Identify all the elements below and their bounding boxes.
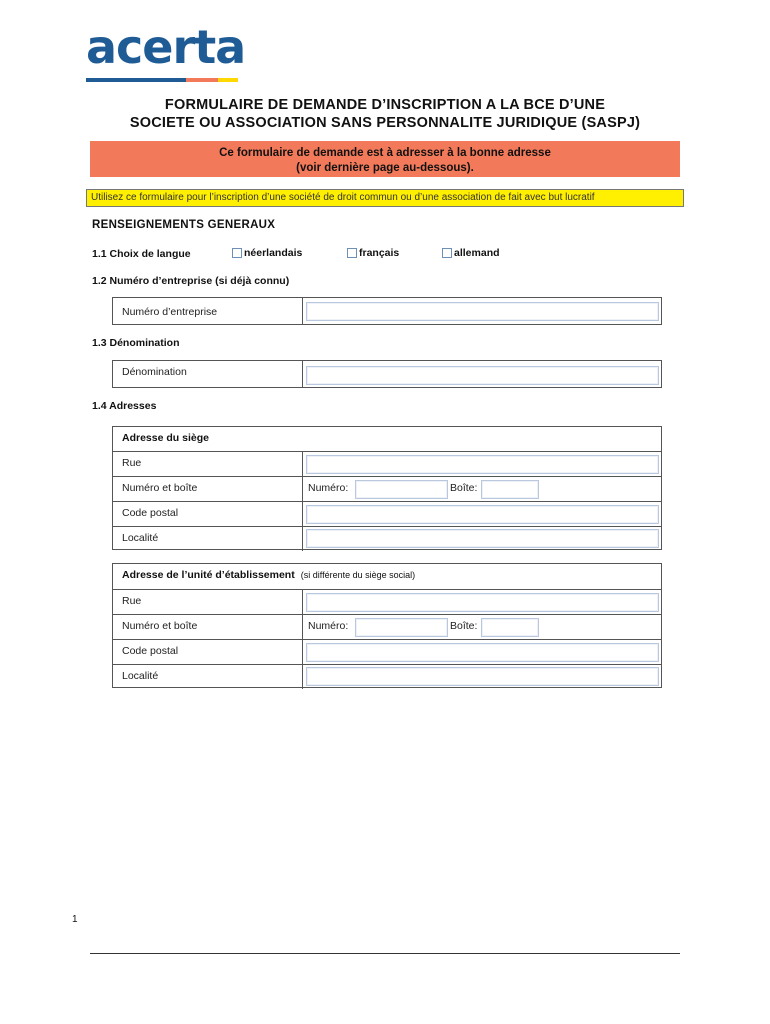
company-number-row — [112, 297, 662, 325]
page-number: 1 — [72, 914, 78, 925]
seat-address-table — [112, 426, 662, 550]
seat-number-label: Numéro: — [308, 482, 349, 494]
option-german-label: allemand — [454, 247, 500, 259]
establishment-postal-row — [113, 639, 661, 665]
establishment-number-box-label: Numéro et boîte — [122, 620, 198, 632]
form-title-line1: FORMULAIRE DE DEMANDE D’INSCRIPTION A LA BCE D’UNE — [164, 97, 606, 113]
company-number-label: 1.2 Numéro d’entreprise (si déjà connu) — [92, 275, 290, 287]
establishment-city-input[interactable] — [306, 667, 659, 686]
establishment-city-label: Localité — [122, 670, 159, 682]
form-title — [90, 96, 680, 132]
seat-postal-row — [113, 501, 661, 527]
establishment-title-text: Adresse de l’unité d’établissement — [122, 569, 295, 581]
establishment-street-label: Rue — [122, 595, 142, 607]
checkbox-french[interactable] — [347, 248, 357, 258]
divider — [302, 527, 303, 551]
notice-line1: Ce formulaire de demande est à adresser à la bonne adresse — [219, 147, 551, 159]
divider — [302, 615, 303, 640]
seat-city-row — [113, 526, 661, 551]
option-dutch-label: néerlandais — [244, 247, 303, 259]
establishment-city-row — [113, 664, 661, 689]
section-title: RENSEIGNEMENTS GENERAUX — [92, 219, 276, 231]
divider — [302, 452, 303, 477]
option-french[interactable] — [347, 247, 399, 259]
seat-postal-label: Code postal — [122, 507, 179, 519]
divider — [302, 502, 303, 527]
logo-bar-orange — [186, 78, 218, 82]
denomination-row — [112, 360, 662, 388]
establishment-number-row — [113, 614, 661, 640]
language-label: 1.1 Choix de langue — [92, 248, 191, 260]
seat-street-input[interactable] — [306, 455, 659, 474]
footer-divider — [90, 953, 680, 954]
seat-city-input[interactable] — [306, 529, 659, 548]
establishment-address-title — [122, 569, 415, 581]
establishment-street-input[interactable] — [306, 593, 659, 612]
establishment-street-row — [113, 589, 661, 615]
seat-city-label: Localité — [122, 532, 159, 544]
option-french-label: français — [359, 247, 400, 259]
divider — [302, 665, 303, 689]
denomination-label: 1.3 Dénomination — [92, 337, 180, 349]
option-dutch[interactable] — [232, 247, 302, 259]
checkbox-german[interactable] — [442, 248, 452, 258]
option-german[interactable] — [442, 247, 500, 259]
establishment-box-input[interactable] — [481, 618, 539, 637]
seat-box-input[interactable] — [481, 480, 539, 499]
denomination-input[interactable] — [306, 366, 659, 385]
establishment-number-input[interactable] — [355, 618, 448, 637]
seat-number-box-label: Numéro et boîte — [122, 482, 198, 494]
usage-banner: Utilisez ce formulaire pour l’inscription d’une société de droit commun ou d’une association de fait avec but lucratif — [86, 189, 684, 207]
notice-line2: (voir dernière page au-dessous). — [296, 162, 474, 174]
establishment-address-table — [112, 563, 662, 688]
divider — [302, 640, 303, 665]
company-number-field-label: Numéro d’entreprise — [122, 306, 218, 318]
establishment-header-row — [113, 564, 661, 589]
seat-postal-input[interactable] — [306, 505, 659, 524]
divider — [302, 477, 303, 502]
address-notice — [90, 141, 680, 177]
denomination-field-label: Dénomination — [122, 366, 187, 378]
seat-number-row — [113, 476, 661, 502]
company-number-input[interactable] — [306, 302, 659, 321]
establishment-number-label: Numéro: — [308, 620, 349, 632]
divider — [302, 298, 303, 324]
seat-street-row — [113, 451, 661, 477]
establishment-box-label: Boîte: — [450, 620, 478, 632]
seat-number-input[interactable] — [355, 480, 448, 499]
establishment-postal-label: Code postal — [122, 645, 179, 657]
seat-header-row — [113, 427, 661, 451]
divider — [302, 590, 303, 615]
form-title-line2: SOCIETE OU ASSOCIATION SANS PERSONNALITE JURIDIQUE (SASPJ) — [129, 115, 641, 131]
seat-address-title: Adresse du siège — [122, 432, 209, 444]
seat-box-label: Boîte: — [450, 482, 478, 494]
seat-street-label: Rue — [122, 457, 142, 469]
acerta-logo: acerta — [86, 20, 246, 74]
establishment-postal-input[interactable] — [306, 643, 659, 662]
addresses-label: 1.4 Adresses — [92, 400, 157, 412]
logo-bar-yellow — [218, 78, 238, 82]
checkbox-dutch[interactable] — [232, 248, 242, 258]
divider — [302, 361, 303, 387]
establishment-note: (si différente du siège social) — [300, 570, 416, 580]
